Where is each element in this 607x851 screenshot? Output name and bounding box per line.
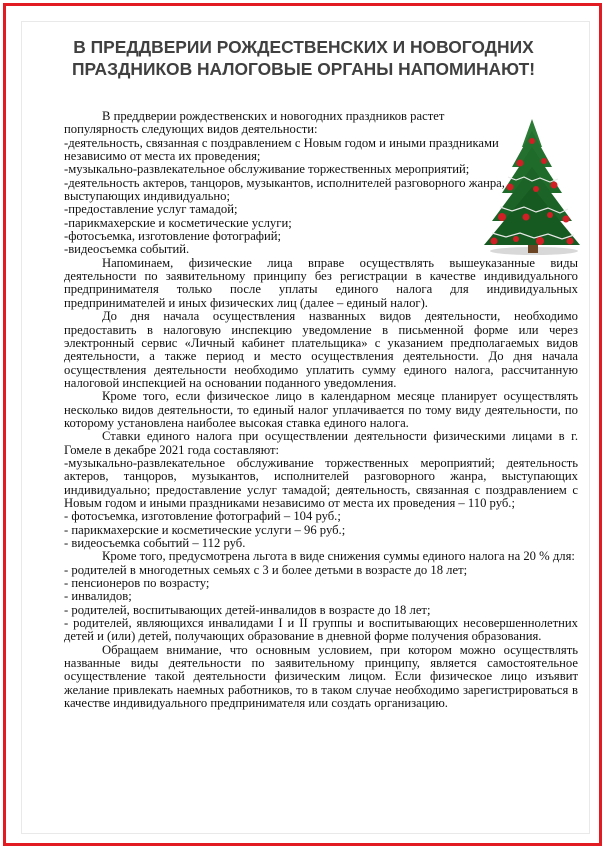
rate-list-item: -музыкально-развлекательное обслуживание торжественных мероприятий; деятельность актеров, танцоров, музыкантов, исполнителей разговорного жанра, выступающих индивидуально; предоставление услуг тамадой; деятельность, связанная с поздравлением с Новым годом и иными праздниками независимо от места их проведения – 110 руб.; <box>64 455 578 510</box>
activity-list-item: -деятельность, связанная с поздравлением с Новым годом и иными праздниками независимо от места их проведения; <box>64 135 499 164</box>
benefit-list-item: - инвалидов; <box>64 589 132 604</box>
multiple-activities-paragraph: Кроме того, если физическое лицо в календарном месяце планирует осуществлять несколько видов деятельности, то единый налог уплачивается по тому виду деятельности, по которому установлена наиболее высокая ставка единого налога. <box>64 389 578 430</box>
page-title <box>20 36 587 80</box>
benefit-list-item: - пенсионеров по возрасту; <box>64 576 210 591</box>
title-line-2: ПРАЗДНИКОВ НАЛОГОВЫЕ ОРГАНЫ НАПОМИНАЮТ! <box>71 59 536 79</box>
intro-lead-paragraph: В преддверии рождественских и новогодних праздников растет популярность следующих видов деятельности: <box>64 109 445 137</box>
activity-list-item: -деятельность актеров, танцоров, музыкантов, исполнителей разговорного жанра, выступающих индивидуально; <box>64 175 505 204</box>
benefit-list-item: - родителей, воспитывающих детей-инвалидов в возрасте до 18 лет; <box>64 602 431 617</box>
notice-paragraph: До дня начала осуществления названных видов деятельности, необходимо предоставить в налоговую инспекцию уведомление в письменной форме или через электронный сервис «Личный кабинет плательщика» с указанием предполагаемых видов деятельности, а также период и место осуществления деятельности. До дня начала осуществления деятельности необходимо уплатить сумму единого налога, рассчитанную налоговой инспекцией на основании поданного уведомления. <box>64 309 578 390</box>
rates-intro-paragraph: Ставки единого налога при осуществлении деятельности физическими лицами в г. Гомеле в декабре 2021 года составляют: <box>64 429 578 457</box>
activity-list-item: -видеосъемка событий. <box>64 242 190 257</box>
benefit-paragraph: Кроме того, предусмотрена льгота в виде снижения суммы единого налога на 20 % для: <box>102 549 575 564</box>
activity-list-item: -музыкально-развлекательное обслуживание торжественных мероприятий; <box>64 162 470 177</box>
activity-list-item: -фотосъемка, изготовление фотографий; <box>64 229 282 244</box>
rate-list-item: - видеосъемка событий – 112 руб. <box>64 536 246 550</box>
benefit-list-item: - родителей в многодетных семьях с 3 и более детьми в возрасте до 18 лет; <box>64 562 468 577</box>
activity-list-item: -парикмахерские и косметические услуги; <box>64 215 292 230</box>
attention-paragraph: Обращаем внимание, что основным условием, при котором можно осуществлять названные виды деятельности по заявительному принципу, является самостоятельное осуществление такой деятельности физическим лицом. Если физическое лицо изъявит желание привлекать наемных работников, то в таком случае необходимо зарегистрироваться в качестве индивидуального предпринимателя или создать организацию. <box>64 642 578 711</box>
document-body <box>64 110 578 710</box>
activity-list-item: -предоставление услуг тамадой; <box>64 202 238 217</box>
rate-list-item: - парикмахерские и косметические услуги – 96 руб.; <box>64 522 346 537</box>
rate-list-item: - фотосъемка, изготовление фотографий – 104 руб.; <box>64 509 341 524</box>
reminder-paragraph: Напоминаем, физические лица вправе осуществлять вышеуказанные виды деятельности по заявительному принципу без регистрации в качестве индивидуального предпринимателя только после уплаты единого налога для индивидуальных предпринимателей и иных физических лиц (далее – единый налог). <box>64 255 578 310</box>
title-line-1: В ПРЕДДВЕРИИ РОЖДЕСТВЕНСКИХ И НОВОГОДНИХ <box>73 37 534 57</box>
benefit-list-item: - родителей, являющихся инвалидами I и II группы и воспитывающих несовершеннолетних детей и (или) детей, получающих образование в дневной форме получения образования. <box>64 616 578 644</box>
